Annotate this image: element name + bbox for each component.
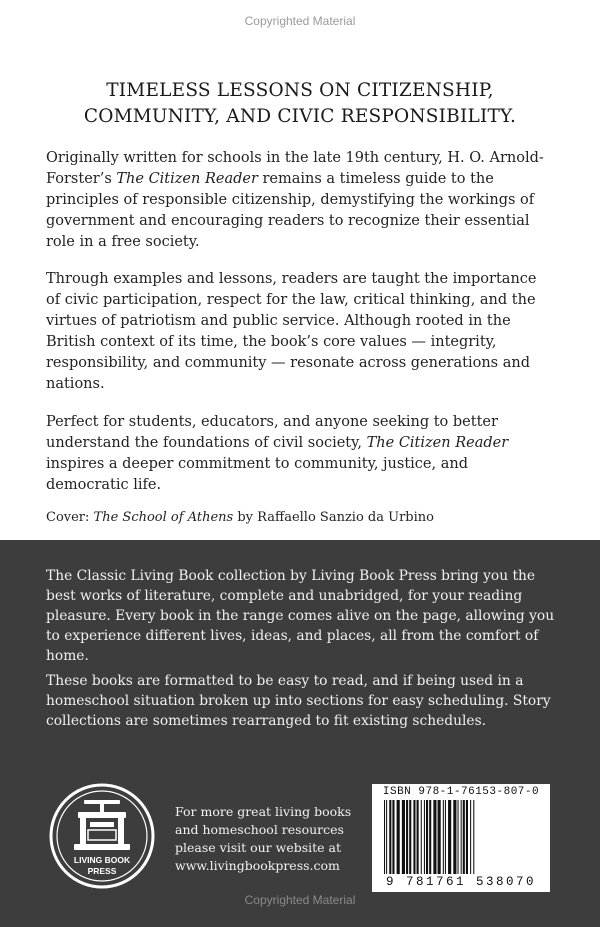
- logo-text-line-1: LIVING BOOK: [73, 855, 131, 865]
- barcode-bar: [417, 800, 419, 874]
- website-info: [175, 803, 365, 875]
- cover-credit-label: Cover:: [46, 510, 94, 525]
- logo-text-line-2: PRESS: [87, 866, 117, 876]
- barcode-bar: [392, 800, 394, 874]
- barcode-bar: [397, 800, 400, 874]
- barcode-bar: [453, 800, 456, 874]
- book-title-italic: The Citizen Reader: [366, 435, 509, 451]
- website-url: www.livingbookpress.com: [175, 858, 340, 873]
- watermark-bottom: Copyrighted Material: [244, 893, 356, 907]
- barcode-bar: [443, 800, 444, 874]
- barcode-bar: [413, 800, 415, 874]
- barcode-bar: [458, 800, 459, 874]
- intro-paragraph-1: [46, 148, 554, 253]
- isbn-barcode: [372, 784, 550, 892]
- barcode-bar: [426, 800, 428, 874]
- barcode-bar: [470, 800, 471, 874]
- intro-p3-after: inspires a deeper commitment to community, justice, and democratic life.: [46, 456, 468, 493]
- barcode-bar: [424, 800, 425, 874]
- barcode-bar: [438, 800, 441, 874]
- intro-p1-before: Originally written for schools in the late 19th century, H. O. Arnold-Forster’s: [46, 150, 544, 187]
- watermark-top: Copyrighted Material: [244, 14, 356, 28]
- living-book-press-logo: [48, 782, 156, 890]
- website-info-line-3: please visit our website at: [175, 840, 342, 855]
- barcode-bar: [473, 800, 474, 874]
- barcode-bar: [389, 800, 391, 874]
- barcode-bar: [448, 800, 451, 874]
- barcode-bar: [409, 800, 411, 874]
- collection-paragraph-1: The Classic Living Book collection by Living Book Press bring you the best works of literature, complete and unabridged, for your reading pleasure. Every book in the range comes alive on the page, allowing you to experience different lives, ideas, and places, all from the comfort of home.: [46, 568, 555, 664]
- barcode-bar: [445, 800, 446, 874]
- cover-artist: by Raffaello Sanzio da Urbino: [233, 510, 434, 525]
- intro-paragraph-2: Through examples and lessons, readers are taught the importance of civic participation, respect for the law, critical thinking, and the virtues of patriotism and public service. Although rooted in the British context of its time, the book’s core values — integrity, responsibility, and community — resonate across generations and nations.: [46, 271, 537, 392]
- cover-painting-title: The School of Athens: [93, 510, 234, 525]
- cover-credit: [46, 510, 434, 525]
- intro-p1-after: remains a timeless guide to the principles of responsible citizenship, demystifying the workings of government and encouraging readers to recognize their essential role in a free society.: [46, 171, 535, 250]
- book-title-italic: The Citizen Reader: [116, 171, 258, 187]
- headline-line-2: COMMUNITY, AND CIVIC RESPONSIBILITY.: [83, 106, 517, 127]
- barcode-bar: [384, 800, 385, 874]
- barcode-bar: [429, 800, 431, 874]
- website-info-line-1: For more great living books: [175, 804, 352, 819]
- barcode-bar: [463, 800, 465, 874]
- website-info-line-2: and homeschool resources: [175, 822, 344, 837]
- collection-paragraph-2: These books are formatted to be easy to read, and if being used in a homeschool situation broken up into sections for easy scheduling. Story collections are sometimes rearranged to fit existing schedules.: [46, 673, 551, 729]
- intro-p3-before: Perfect for students, educators, and anyone seeking to better understand the foundations of civil society,: [46, 414, 498, 451]
- isbn-label: ISBN 978-1-76153-807-0: [382, 786, 540, 798]
- barcode-bar: [406, 800, 408, 874]
- book-press-icon: [74, 800, 130, 850]
- barcode-bar: [433, 800, 436, 874]
- intro-paragraph-3: [46, 412, 554, 496]
- headline: [40, 78, 560, 130]
- barcode-bar: [386, 800, 387, 874]
- barcode-bar: [466, 800, 468, 874]
- barcode-bar: [402, 800, 405, 874]
- barcode-digits: 9 781761 538070: [385, 875, 537, 889]
- barcode-bar: [421, 800, 422, 874]
- barcode-bars-icon: [382, 800, 542, 874]
- barcode-bar: [461, 800, 462, 874]
- headline-line-1: TIMELESS LESSONS ON CITIZENSHIP,: [106, 80, 494, 101]
